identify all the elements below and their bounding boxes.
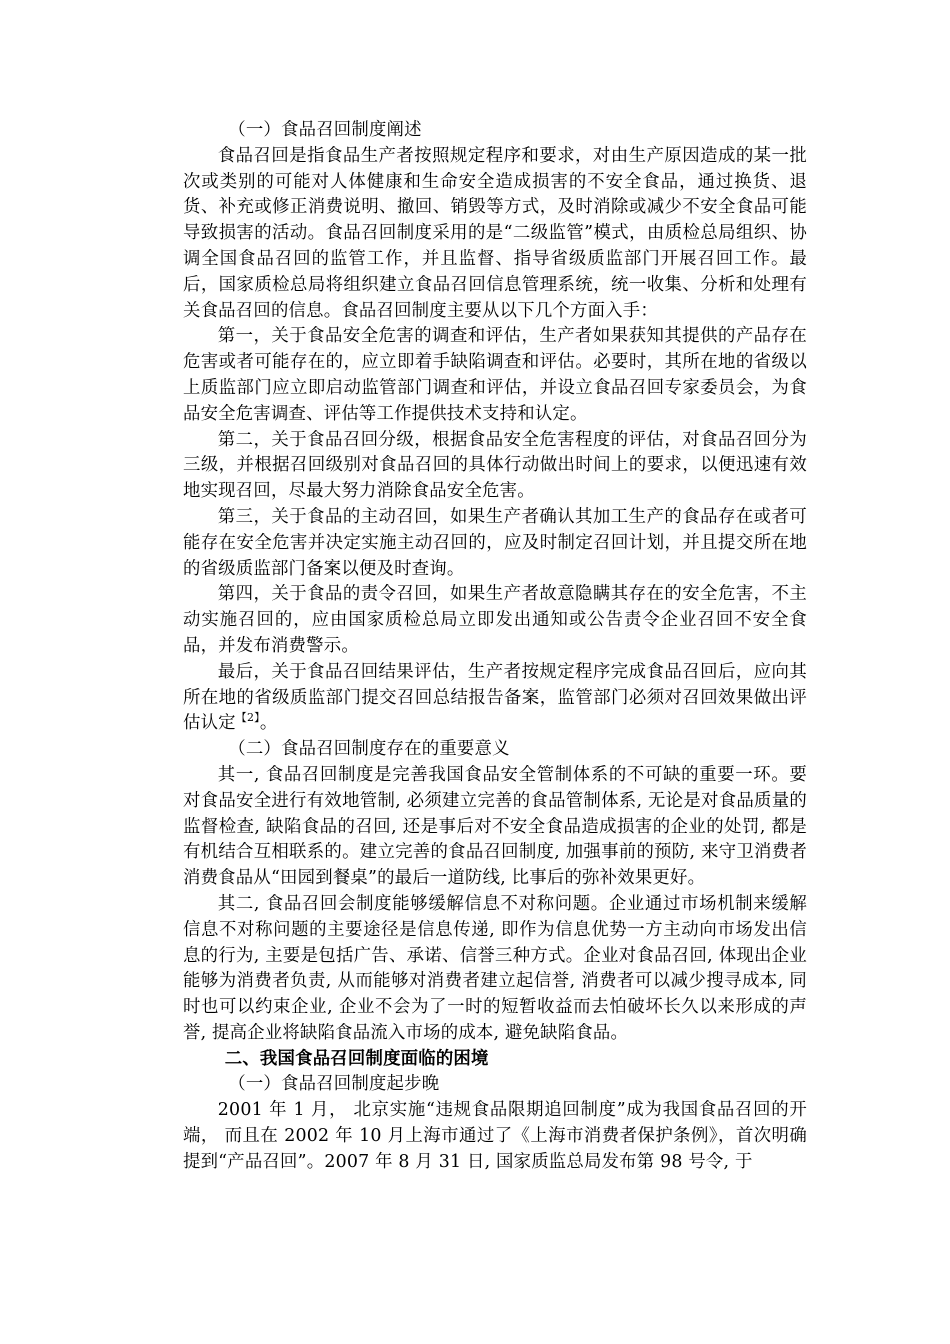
paragraph-end: 。 xyxy=(259,713,278,734)
subheading-late-start: （一）食品召回制度起步晚 xyxy=(228,1074,440,1095)
paragraph-text: 最后，关于食品召回结果评估，生产者按规定程序完成食品召回后，应向其所在地的省级质监部门提交召回总结报告备案，监管部门必须对召回效果做出评估认定 xyxy=(183,661,807,734)
paragraph: 食品召回是指食品生产者按照规定程序和要求，对由生产原因造成的某一批次或类别的可能对人体健康和生命安全造成损害的不安全食品，通过换货、退货、补充或修正消费说明、撤回、销毁等方式，及时消除或减少不安全食品可能导致损害的活动。食品召回制度采用的是“二级监管”模式，由质检总局组织、协调全国食品召回的监管工作，并且监督、指导省级质监部门开展召回工作。最后，国家质检总局将组织建立食品召回信息管理系统，统一收集、分析和处理有关食品召回的信息。食品召回制度主要从以下几个方面入手： xyxy=(183,145,807,321)
paragraph: 第一，关于食品安全危害的调查和评估，生产者如果获知其提供的产品存在危害或者可能存在的，应立即着手缺陷调查和评估。必要时，其所在地的省级以上质监部门应立即启动监管部门调查和评估，并设立食品召回专家委员会，为食品安全危害调查、评估等工作提供技术支持和认定。 xyxy=(183,326,807,424)
document-body xyxy=(183,118,807,1176)
paragraph: 第四，关于食品的责令召回，如果生产者故意隐瞒其存在的安全危害，不主动实施召回的，应由国家质检总局立即发出通知或公告责令企业召回不安全食品，并发布消费警示。 xyxy=(183,584,807,656)
paragraph: 其二, 食品召回会制度能够缓解信息不对称问题。企业通过市场机制来缓解信息不对称问题的主要途径是信息传递, 即作为信息优势一方主动向市场发出信息的行为, 主要是包括广告、承诺、信誉三种方式。企业对食品召回, 体现出企业能够为消费者负责, 从而能够对消费者建立起信誉, 消费者可以减少搜寻成本, 同时也可以约束企业, 企业不会为了一时的短暂收益而去怕破坏长久以来形成的声誉, 提高企业将缺陷食品流入市场的成本, 避免缺陷食品。 xyxy=(183,893,807,1043)
paragraph: 其一, 食品召回制度是完善我国食品安全管制体系的不可缺的重要一环。要对食品安全进行有效地管制, 必须建立完善的食品管制体系, 无论是对食品质量的监督检查, 缺陷食品的召回, 还是事后对不安全食品造成损害的企业的处罚, 都是有机结合互相联系的。建立完善的食品召回制度, 加强事前的预防, 来守卫消费者消费食品从“田园到餐桌”的最后一道防线, 比事后的弥补效果更好。 xyxy=(183,764,807,889)
paragraph: 第三，关于食品的主动召回，如果生产者确认其加工生产的食品存在或者可能存在安全危害并决定实施主动召回的，应及时制定召回计划，并且提交所在地的省级质监部门备案以便及时查询。 xyxy=(183,506,807,579)
section-heading-dilemma: 二、我国食品召回制度面临的困境 xyxy=(224,1048,489,1069)
paragraph: 第二，关于食品召回分级，根据食品安全危害程度的评估，对食品召回分为三级，并根据召回级别对食品召回的具体行动做出时间上的要求，以便迅速有效地实现召回，尽最大努力消除食品安全危害。 xyxy=(183,429,807,502)
citation-marker: 【2】 xyxy=(235,711,260,725)
subheading-significance: （二）食品召回制度存在的重要意义 xyxy=(228,739,510,760)
paragraph xyxy=(183,660,807,737)
subheading-food-recall-overview: （一）食品召回制度阐述 xyxy=(228,120,422,140)
paragraph: 2001 年 1 月， 北京实施“违规食品限期追回制度”成为我国食品召回的开端， 而且在 2002 年 10 月上海市通过了《上海市消费者保护条例》，首次明确提到“产品召回”。2007 年 8 月 31 日, 国家质监总局发布第 98 号令, 于 xyxy=(183,1100,807,1172)
